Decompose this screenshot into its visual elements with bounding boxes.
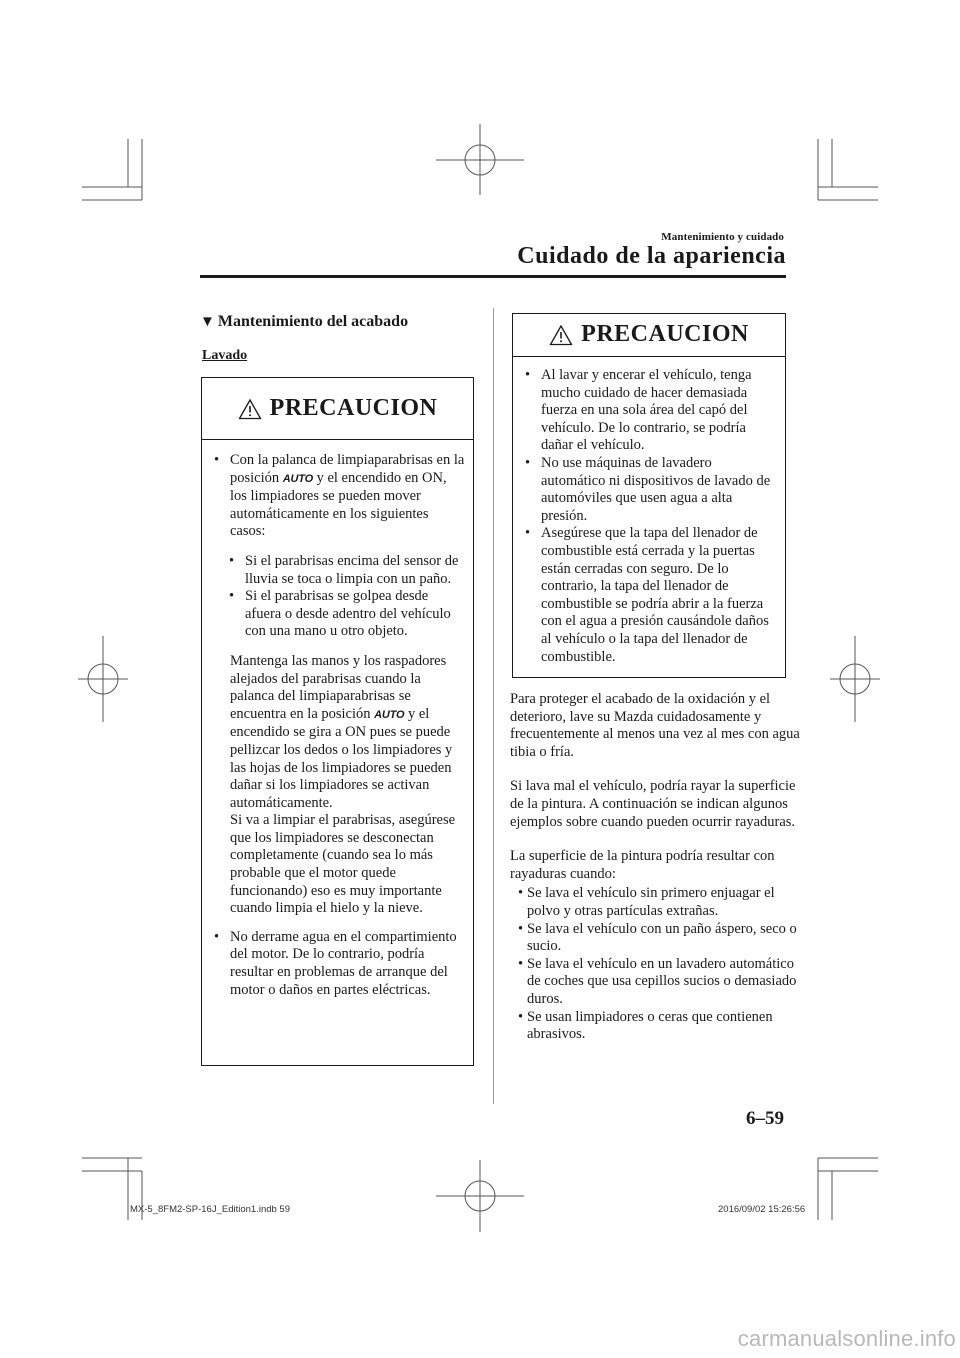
caution-item-text: Asegúrese que la tapa del llenador de combustible está cerrada y la puertas están cerradas con seguro. De lo contrario, la tapa del llenador de combustible se podría abrir a la fuerza con el agua a presión causándole daños al vehículo o la tapa del llenador de combustible. — [541, 525, 769, 665]
caution-item-text: Al lavar y encerar el vehículo, tenga mucho cuidado de hacer demasiada fuerza en una sola área del capó del vehículo. De lo contrario, se podría dañar el vehículo. — [541, 367, 752, 454]
section-heading-text: Mantenimiento del acabado — [217, 313, 409, 330]
list-item-text: Se lava el vehículo en un lavadero automático de coches que usa cepillos sucios o demasiado duros. — [527, 955, 797, 1007]
watermark: carmanualsonline.info — [737, 1326, 956, 1351]
caution-item-text: No use máquinas de lavadero automático ni dispositivos de lavado de automóviles que usen agua a alta presión. — [541, 454, 771, 524]
bullet: • — [229, 588, 235, 605]
list-item — [518, 956, 800, 1009]
header-rule — [200, 275, 786, 278]
text-run: y el encendido en ON, los limpiadores se pueden mover automáticamente en los siguientes casos: — [230, 469, 447, 540]
caution-item — [525, 367, 779, 455]
nested-item-text: Si el parabrisas encima del sensor de lluvia se toca o limpia con un paño. — [245, 552, 459, 587]
caution-box-right — [512, 313, 786, 678]
list-item-text: Se usan limpiadores o ceras que contienen abrasivos. — [527, 1008, 773, 1043]
list-item — [518, 885, 800, 920]
bullet: • — [518, 885, 524, 902]
auto-wiper-icon: AUTO — [374, 708, 405, 721]
warning-triangle-icon — [549, 324, 573, 346]
body-text — [510, 691, 800, 1044]
list-item — [518, 1009, 800, 1044]
bullet: • — [518, 955, 524, 972]
text-run: Con la palanca de limpiaparabrisas en la posición — [230, 452, 465, 486]
bullet: • — [525, 367, 531, 383]
caution-paragraph — [214, 653, 467, 918]
bullet: • — [518, 920, 524, 937]
caution-item — [214, 452, 467, 541]
text-run: Mantenga las manos y los raspadores alejados del parabrisas cuando la palanca del limpiaparabrisas se encuentra en la posición — [230, 652, 447, 722]
footer-filename: MX-5_8FM2-SP-16J_Edition1.indb 59 — [130, 1204, 291, 1215]
caution-item — [525, 525, 779, 666]
footer-timestamp: 2016/09/02 15:26:56 — [718, 1204, 806, 1215]
paragraph: La superficie de la pintura podría resultar con rayaduras cuando: — [510, 848, 775, 882]
caution-body — [513, 357, 785, 676]
auto-wiper-icon: AUTO — [282, 472, 313, 485]
scratch-causes-list — [510, 885, 800, 1043]
header-title: Cuidado de la apariencia — [517, 243, 786, 269]
caution-header — [513, 314, 785, 357]
bullet: • — [214, 928, 220, 945]
header-section: Mantenimiento y cuidado — [661, 231, 784, 243]
page-number: 6–59 — [746, 1108, 784, 1129]
nested-item — [229, 553, 467, 588]
nested-item — [229, 588, 467, 641]
caution-item — [214, 929, 467, 999]
section-heading — [200, 313, 408, 331]
bullet: • — [525, 454, 531, 471]
list-item-text: Se lava el vehículo con un paño áspero, seco o sucio. — [527, 920, 797, 955]
triangle-down-icon: ▼ — [200, 313, 215, 330]
nested-list — [214, 553, 467, 641]
list-item — [518, 921, 800, 956]
caution-box-left — [201, 377, 474, 1066]
caution-item-text: No derrame agua en el compartimiento del motor. De lo contrario, podría resultar en problemas de arranque del motor o daños en partes eléctricas. — [230, 928, 457, 998]
bullet: • — [525, 525, 531, 542]
list-item-text: Se lava el vehículo sin primero enjuagar el polvo y otras partículas extrañas. — [527, 885, 775, 919]
paragraph: Si lava mal el vehículo, podría rayar la superficie de la pintura. A continuación se indican algunos ejemplos sobre cuando pueden ocurrir rayaduras. — [510, 778, 796, 830]
caution-body — [202, 440, 473, 1009]
caution-item-text — [230, 452, 467, 541]
nested-item-text: Si el parabrisas se golpea desde afuera o desde adentro del vehículo con una mano u otro objeto. — [245, 588, 451, 640]
bullet: • — [214, 452, 220, 468]
caution-header — [202, 378, 473, 440]
bullet: • — [229, 552, 235, 569]
column-divider — [493, 308, 494, 1104]
caution-title: PRECAUCION — [269, 394, 438, 421]
subheading-lavado: Lavado — [202, 348, 248, 363]
caution-title: PRECAUCION — [581, 321, 749, 348]
bullet: • — [518, 1008, 524, 1025]
warning-triangle-icon — [238, 398, 262, 420]
text-run: y el encendido se gira a ON pues se puede pellizcar los dedos o los limpiadores y las hojas de los limpiadores se pueden dañar si los limpiadores se activan automáticamente. Si va a limpiar el parabrisas, asegúrese que los limpiadores se desconectan completamente (cuando sea lo más probable que el motor quede funcionando) eso es muy importante cuando limpia el hielo y la nieve. — [230, 705, 456, 917]
caution-item — [525, 455, 779, 525]
paragraph: Para proteger el acabado de la oxidación y el deterioro, lave su Mazda cuidadosamente y frecuentemente al menos una vez al mes con agua tibia o fría. — [510, 691, 800, 760]
